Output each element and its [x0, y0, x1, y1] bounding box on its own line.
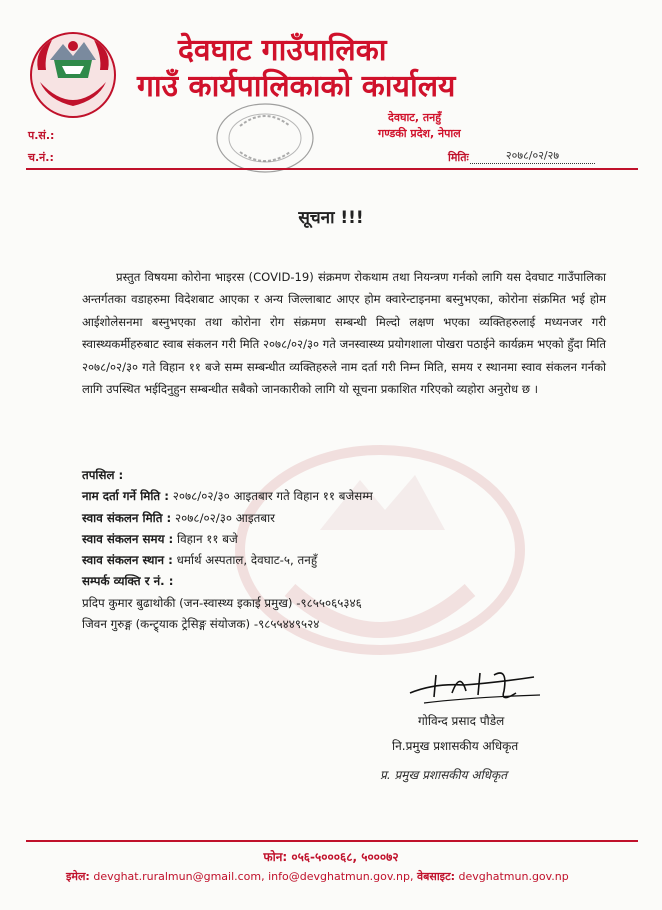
- date-value: २०७८/०२/२७: [470, 148, 595, 164]
- signatory-title: नि.प्रमुख प्रशासकीय अधिकृत: [392, 739, 519, 753]
- collection-date-label: स्वाव संकलन मिति :: [82, 510, 172, 525]
- nepal-emblem-icon: [28, 30, 118, 120]
- office-name: गाउँ कार्यपालिकाको कार्यालय: [137, 69, 456, 104]
- website-value[interactable]: devghatmun.gov.np: [458, 870, 569, 883]
- signature-icon: [404, 663, 544, 708]
- website-label: वेबसाइट:: [416, 870, 456, 883]
- dispatch-number-label: च.नं.:: [28, 151, 54, 164]
- notice-heading: सूचना !!!: [298, 208, 364, 228]
- collection-time-value: विहान ११ बजे: [177, 531, 238, 546]
- contacts-heading: सम्पर्क व्यक्ति र नं. :: [82, 574, 174, 589]
- notice-paragraph: प्रस्तुत विषयमा कोरोना भाइरस (COVID-19) संक्रमण रोकथाम तथा नियन्त्रण गर्नको लागि यस देवघाट गाउँपालिका अन्तर्गतका वडाहरुमा विदेशबाट आएका र अन्य जिल्लाबाट आएर होम क्वारेन्टाइनमा बस्नुभएका, कोरोना संक्रमित भई होम आईशोलेसनमा बस्नुभएका तथा कोरोना रोग संक्रमण सम्बन्धी मिल्दो लक्षण भएका व्यक्तिहरुलाई मध्यनजर गरी स्वास्थ्यकर्मीहरुबाट स्वाब संकलन गरी मिति २०७८/०२/३० गते जनस्वास्थ्य प्रयोगशाला पोखरा पठाईने कार्यक्रम भएको हुँदा मिति २०७८/०२/३० गते विहान ११ बजे सम्म सम्बन्धीत व्यक्तिहरुले नाम दर्ता गरी निम्न मिति, समय र स्थानमा स्वाव संकलन गर्नको लागि उपस्थित भईदिनुहुन सम्बन्धीत सबैको जानकारीको लागि यो सूचना प्रकाशित गरिएको व्यहोरा अनुरोध छ ।: [82, 270, 606, 397]
- collection-time-label: स्वाव संकलन समय :: [82, 531, 174, 546]
- collection-date-value: २०७८/०२/३० आइतबार: [175, 510, 275, 525]
- notice-body: [82, 266, 606, 400]
- signatory-name: गोविन्द प्रसाद पौडेल: [418, 714, 505, 728]
- footer-contact: [66, 869, 596, 884]
- collection-place-value: धर्मार्थ अस्पताल, देवघाट-५, तनहुँ: [176, 553, 318, 568]
- email-label: इमेल:: [66, 870, 90, 883]
- email-value[interactable]: devghat.ruralmun@gmail.com, info@devghatmun.gov.np,: [93, 870, 414, 883]
- contact-person-1: प्रदिप कुमार बुढाथोकी (जन-स्वास्थ्य इकाई प्रमुख) -९८५५०६५३४६: [82, 595, 362, 610]
- signatory-stamp: प्र. प्रमुख प्रशासकीय अधिकृत: [380, 768, 508, 782]
- registration-date-label: नाम दर्ता गर्ने मिति :: [82, 489, 169, 504]
- collection-place-label: स्वाव संकलन स्थान :: [82, 553, 173, 568]
- registration-date-value: २०७८/०२/३० आइतबार गते विहान ११ बजेसम्म: [172, 489, 373, 504]
- footer-divider: [26, 840, 638, 842]
- date-label: मितिः: [448, 151, 469, 164]
- contact-person-2: जिवन गुरुङ्ग (कन्ट्र्याक ट्रेसिङ्ग संयोजक) -९८५५४४९५२४: [82, 617, 320, 632]
- footer-phone: फोन: ०५६-५०००६८, ५०००७२: [263, 850, 399, 864]
- office-stamp-icon: [210, 98, 320, 178]
- header-divider: [26, 168, 638, 170]
- reference-number-label: प.सं.:: [28, 129, 55, 142]
- details-section: [82, 465, 373, 635]
- address-line-1: देवघाट, तनहुँ: [388, 111, 442, 124]
- details-heading: तपसिल :: [82, 468, 124, 482]
- org-name: देवघाट गाउँपालिका: [178, 33, 387, 68]
- address-line-2: गण्डकी प्रदेश, नेपाल: [378, 127, 461, 140]
